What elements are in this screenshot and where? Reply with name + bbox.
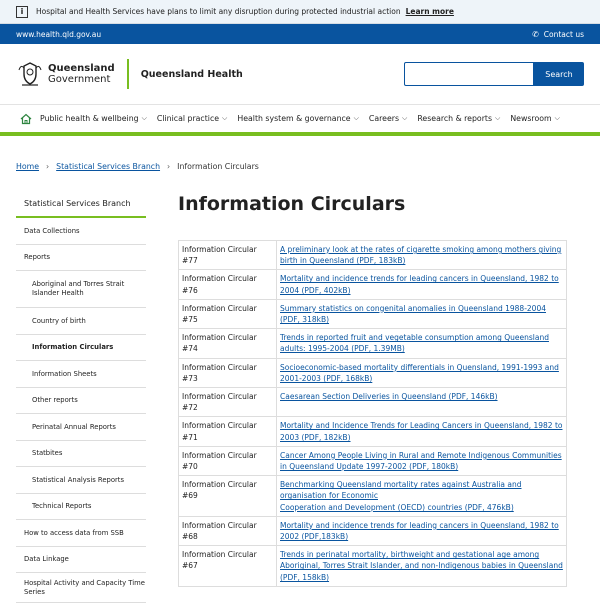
report-link[interactable]: Mortality and incidence trends for leading cancers in Queensland, 1982 to 2002 (PDF,183kB)	[280, 520, 559, 542]
breadcrumb-home[interactable]: Home	[16, 161, 40, 171]
circular-links	[277, 329, 567, 358]
table-row	[179, 299, 567, 328]
chevron-right-icon: ›	[167, 161, 171, 171]
learn-more-link[interactable]: Learn more	[405, 7, 454, 16]
circular-links	[277, 358, 567, 387]
nav-item-health-system[interactable]	[237, 114, 359, 123]
gov-line-2: Government	[48, 74, 111, 85]
chevron-down-icon: ⌵	[353, 114, 359, 122]
chevron-down-icon: ⌵	[495, 114, 501, 122]
circular-number: Information Circular #71	[179, 417, 277, 446]
report-link[interactable]: Trends in reported fruit and vegetable consumption among Queensland adults: 1995-2004 (PDF, 1.39MB)	[280, 333, 549, 354]
report-link[interactable]: A preliminary look at the rates of cigarette smoking among mothers giving birth in Queensland (PDF, 183kB)	[280, 245, 562, 266]
home-icon[interactable]	[20, 113, 32, 125]
circular-number: Information Circular #77	[179, 241, 277, 270]
contact-us-link[interactable]	[532, 30, 584, 39]
nav-item-public-health[interactable]	[40, 114, 147, 123]
chevron-down-icon: ⌵	[141, 114, 147, 122]
report-link[interactable]: Cancer Among People Living in Rural and Remote Indigenous Communities in Queensland Update 1997-2002 (PDF, 180kB)	[280, 450, 562, 472]
sidebar-item-country-of-birth[interactable]: Country of birth	[16, 308, 146, 335]
circular-links	[277, 476, 567, 517]
table-row	[179, 270, 567, 299]
circular-number: Information Circular #75	[179, 299, 277, 328]
sidebar-item-technical-reports[interactable]: Technical Reports	[16, 494, 146, 520]
nav-label: Clinical practice	[156, 114, 220, 123]
circular-number: Information Circular #76	[179, 270, 277, 299]
nav-label: Health system & governance	[237, 114, 351, 123]
alert-banner	[0, 0, 600, 24]
circular-number: Information Circular #73	[179, 358, 277, 387]
nav-item-newsroom[interactable]	[510, 114, 560, 123]
circular-number: Information Circular #67	[179, 546, 277, 587]
circular-number: Information Circular #74	[179, 329, 277, 358]
search-input[interactable]	[404, 62, 534, 86]
sidebar-item-statbites[interactable]: Statbites	[16, 441, 146, 467]
government-logo-text	[48, 63, 115, 85]
circular-number: Information Circular #72	[179, 388, 277, 417]
chevron-down-icon: ⌵	[554, 114, 560, 122]
sidebar-item-hospital-activity[interactable]: Hospital Activity and Capacity Time Series	[16, 573, 146, 603]
chevron-down-icon: ⌵	[222, 114, 228, 122]
circular-links	[277, 388, 567, 417]
circular-links	[277, 516, 567, 545]
circulars-table	[178, 240, 567, 587]
circular-links	[277, 546, 567, 587]
main-nav	[0, 104, 600, 132]
chevron-right-icon: ›	[46, 161, 50, 171]
phone-icon: ✆	[532, 29, 539, 39]
sidebar-item-reports[interactable]: Reports	[16, 245, 146, 271]
search-button[interactable]: Search	[534, 62, 584, 86]
nav-item-careers[interactable]	[369, 114, 407, 123]
nav-accent-bar	[0, 132, 600, 136]
sidebar-item-information-sheets[interactable]: Information Sheets	[16, 361, 146, 388]
table-row	[179, 516, 567, 545]
report-link[interactable]: Caesarean Section Deliveries in Queensland (PDF, 146kB)	[280, 392, 498, 402]
nav-item-research-reports[interactable]	[417, 114, 500, 123]
circular-links	[277, 446, 567, 475]
report-link[interactable]: Mortality and Incidence Trends for Leading Cancers in Queensland, 1982 to 2003 (PDF, 182kB)	[280, 421, 563, 442]
sidebar	[16, 190, 146, 603]
table-row	[179, 329, 567, 358]
sidebar-item-access-data[interactable]: How to access data from SSB	[16, 520, 146, 547]
table-row	[179, 476, 567, 517]
table-row	[179, 241, 567, 270]
site-header	[0, 44, 600, 104]
nav-label: Research & reports	[417, 114, 493, 123]
circular-number: Information Circular #69	[179, 476, 277, 517]
contact-us-label: Contact us	[543, 29, 584, 39]
table-row	[179, 446, 567, 475]
nav-label: Public health & wellbeing	[40, 114, 139, 123]
site-name[interactable]: Queensland Health	[140, 68, 243, 80]
top-bar	[0, 24, 600, 44]
sidebar-item-information-circulars[interactable]: Information Circulars	[16, 335, 146, 361]
table-row	[179, 417, 567, 446]
site-url[interactable]: www.health.qld.gov.au	[16, 29, 102, 39]
nav-item-clinical-practice[interactable]	[157, 114, 227, 123]
table-row	[179, 388, 567, 417]
sidebar-item-perinatal-reports[interactable]: Perinatal Annual Reports	[16, 414, 146, 441]
table-row	[179, 358, 567, 387]
circular-links	[277, 417, 567, 446]
circular-number: Information Circular #68	[179, 516, 277, 545]
main-content	[178, 190, 568, 587]
report-link[interactable]: Socioeconomic-based mortality differentials in Quensland, 1991-1993 and 2001-2003 (PDF, 168kB)	[280, 362, 559, 383]
breadcrumb-parent[interactable]: Statistical Services Branch	[56, 161, 161, 171]
nav-label: Newsroom	[510, 114, 552, 123]
breadcrumb	[0, 153, 600, 179]
report-link[interactable]: Mortality and incidence trends for leading cancers in Queensland, 1982 to 2004 (PDF, 402kB)	[280, 274, 559, 295]
sidebar-heading[interactable]: Statistical Services Branch	[16, 190, 146, 218]
search-form	[404, 62, 584, 86]
sidebar-item-statistical-analysis[interactable]: Statistical Analysis Reports	[16, 467, 146, 494]
circular-links	[277, 299, 567, 328]
report-link[interactable]: Benchmarking Queensland mortality rates against Australia and organisation for Economic	[280, 480, 522, 501]
nav-label: Careers	[368, 114, 400, 123]
header-divider	[127, 59, 129, 89]
table-row	[179, 546, 567, 587]
gov-line-1: Queensland	[48, 63, 115, 74]
info-icon: i	[16, 6, 28, 18]
alert-message: Hospital and Health Services have plans to limit any disruption during protected industrial action	[36, 7, 401, 16]
sidebar-item-data-linkage[interactable]: Data Linkage	[16, 547, 146, 573]
sidebar-item-atsi-health[interactable]: Aboriginal and Torres Strait Islander Health	[16, 271, 146, 308]
circular-number: Information Circular #70	[179, 446, 277, 475]
report-link[interactable]: Summary statistics on congenital anomalies in Queensland 1988-2004 (PDF, 318kB)	[280, 303, 546, 325]
queensland-crest-logo[interactable]	[16, 60, 44, 88]
report-link[interactable]: Trends in perinatal mortality, birthweight and gestational age among Aboriginal, Torres Strait Islander, and non-Indigenous babies in Queensland (PDF, 158kB)	[280, 550, 563, 582]
sidebar-item-other-reports[interactable]: Other reports	[16, 388, 146, 414]
page-title: Information Circulars	[178, 193, 406, 215]
chevron-down-icon: ⌵	[402, 114, 408, 122]
breadcrumb-current: Information Circulars	[177, 161, 259, 171]
report-link[interactable]: Cooperation and Development (OECD) countries (PDF, 476kB)	[280, 502, 514, 512]
sidebar-item-data-collections[interactable]: Data Collections	[16, 218, 146, 245]
circular-links	[277, 270, 567, 299]
circular-links	[277, 241, 567, 270]
